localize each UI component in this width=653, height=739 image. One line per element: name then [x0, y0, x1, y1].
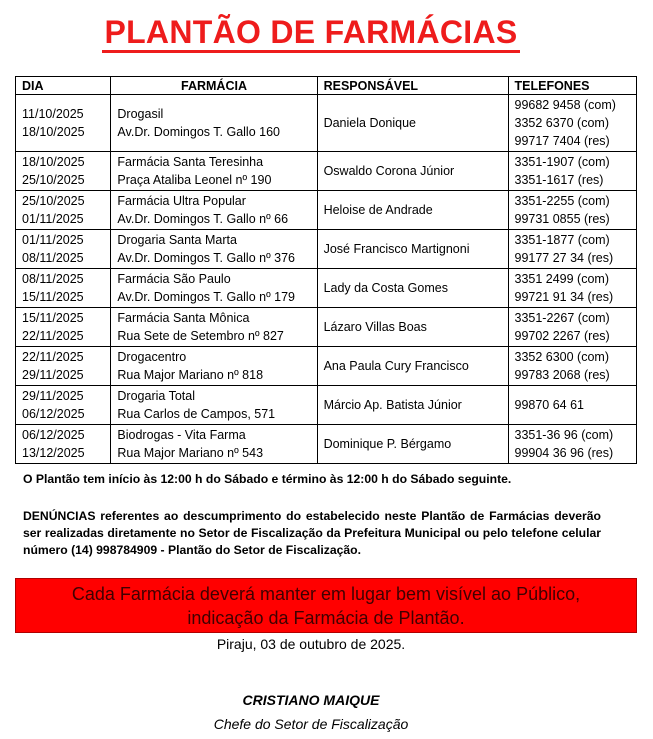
responsible-cell: Daniela Donique	[317, 95, 508, 152]
responsible-cell: José Francisco Martignoni	[317, 230, 508, 269]
column-header-dia: DIA	[16, 77, 111, 95]
date-cell-line: 25/10/2025	[22, 173, 85, 187]
responsible-cell: Heloise de Andrade	[317, 191, 508, 230]
phone-cell-line: 99783 2068 (res)	[514, 368, 610, 382]
phone-cell-line: 3351-1907 (com)	[514, 155, 610, 169]
place-date: Piraju, 03 de outubro de 2025.	[216, 636, 406, 652]
pharmacy-cell-line: Av.Dr. Domingos T. Gallo nº 376	[117, 251, 295, 265]
page-title: PLANTÃO DE FARMÁCIAS	[0, 14, 622, 53]
date-cell	[16, 308, 111, 347]
date-cell-line: 29/11/2025	[22, 368, 84, 382]
pharmacy-cell	[111, 347, 317, 386]
pharmacy-cell-line: Farmácia Ultra Popular	[117, 194, 246, 208]
phone-cell	[508, 386, 637, 425]
pharmacy-cell-line: Farmácia Santa Mônica	[117, 311, 250, 325]
phone-cell-line: 3351 2499 (com)	[514, 272, 610, 286]
phone-cell	[508, 152, 637, 191]
date-cell-line: 18/10/2025	[22, 125, 85, 139]
table-row	[16, 386, 637, 425]
table-header-row	[16, 77, 637, 95]
pharmacy-cell-line: Biodrogas - Vita Farma	[117, 428, 246, 442]
table-row	[16, 425, 637, 464]
pharmacy-cell-line: Drogaria Total	[117, 389, 195, 403]
phone-cell-line: 99904 36 96 (res)	[514, 446, 614, 460]
phone-cell-line: 3351-1617 (res)	[514, 173, 604, 187]
date-cell	[16, 152, 111, 191]
phone-cell-line: 99731 0855 (res)	[514, 212, 610, 226]
column-header-responsavel: RESPONSÁVEL	[317, 77, 508, 95]
date-cell	[16, 347, 111, 386]
phone-cell-line: 3351-1877 (com)	[514, 233, 610, 247]
date-cell-line: 06/12/2025	[22, 407, 85, 421]
signature-name: CRISTIANO MAIQUE	[242, 692, 380, 708]
date-cell-line: 06/12/2025	[22, 428, 85, 442]
phone-cell-line: 99870 64 61	[514, 398, 585, 412]
phone-cell	[508, 269, 637, 308]
date-cell	[16, 191, 111, 230]
phone-cell	[508, 425, 637, 464]
responsible-cell: Dominique P. Bérgamo	[317, 425, 508, 464]
responsible-cell: Ana Paula Cury Francisco	[317, 347, 508, 386]
column-header-telefones: TELEFONES	[508, 77, 637, 95]
phone-cell-line: 99702 2267 (res)	[514, 329, 610, 343]
date-cell-line: 01/11/2025	[22, 212, 84, 226]
banner-line: Cada Farmácia deverá manter em lugar bem visível ao Público,	[71, 584, 581, 604]
date-cell-line: 11/10/2025	[22, 107, 84, 121]
table-row	[16, 269, 637, 308]
responsible-cell: Lady da Costa Gomes	[317, 269, 508, 308]
pharmacy-cell	[111, 152, 317, 191]
pharmacy-cell	[111, 425, 317, 464]
pharmacy-cell-line: Farmácia Santa Teresinha	[117, 155, 264, 169]
denuncias-notice: DENÚNCIAS referentes ao descumprimento do estabelecido neste Plantão de Farmácias deverão ser realizadas diretamente no Setor de Fiscalização da Prefeitura Municipal ou pelo telefone celular número (14) 998784909 - Plantão do Setor de Fiscalização.	[23, 509, 601, 557]
phone-cell-line: 3351-36 96 (com)	[514, 428, 614, 442]
phone-cell	[508, 347, 637, 386]
date-cell-line: 08/11/2025	[22, 251, 84, 265]
phone-cell-line: 3352 6370 (com)	[514, 116, 610, 130]
table-row	[16, 230, 637, 269]
date-cell-line: 22/11/2025	[22, 350, 84, 364]
pharmacy-cell-line: Av.Dr. Domingos T. Gallo nº 66	[117, 212, 289, 226]
pharmacy-cell	[111, 269, 317, 308]
phone-cell-line: 99721 91 34 (res)	[514, 290, 614, 304]
phone-cell	[508, 230, 637, 269]
pharmacy-cell-line: Drogasil	[117, 107, 164, 121]
pharmacy-cell-line: Rua Sete de Setembro nº 827	[117, 329, 284, 343]
signature-role: Chefe do Setor de Fiscalização	[213, 716, 409, 732]
pharmacy-cell	[111, 230, 317, 269]
pharmacy-cell	[111, 95, 317, 152]
phone-cell	[508, 308, 637, 347]
responsible-cell: Oswaldo Corona Júnior	[317, 152, 508, 191]
phone-cell-line: 99682 9458 (com)	[514, 98, 616, 112]
pharmacy-cell-line: Rua Major Mariano nº 543	[117, 446, 264, 460]
responsible-cell: Márcio Ap. Batista Júnior	[317, 386, 508, 425]
date-cell-line: 13/12/2025	[22, 446, 85, 460]
column-header-farmacia: FARMÁCIA	[111, 77, 317, 95]
pharmacy-schedule-table	[15, 76, 637, 464]
phone-cell-line: 99717 7404 (res)	[514, 134, 610, 148]
date-cell-line: 25/10/2025	[22, 194, 85, 208]
date-cell	[16, 386, 111, 425]
pharmacy-cell	[111, 386, 317, 425]
pharmacy-cell-line: Drogaria Santa Marta	[117, 233, 237, 247]
pharmacy-cell-line: Rua Major Mariano nº 818	[117, 368, 264, 382]
responsible-cell: Lázaro Villas Boas	[317, 308, 508, 347]
table-body	[16, 95, 637, 464]
pharmacy-cell	[111, 308, 317, 347]
pharmacy-cell-line: Av.Dr. Domingos T. Gallo 160	[117, 125, 280, 139]
banner-line: indicação da Farmácia de Plantão.	[187, 608, 465, 628]
date-cell-line: 15/11/2025	[22, 311, 84, 325]
phone-cell-line: 99177 27 34 (res)	[514, 251, 614, 265]
phone-cell-line: 3351-2267 (com)	[514, 311, 610, 325]
date-cell	[16, 95, 111, 152]
pharmacy-cell	[111, 191, 317, 230]
date-cell-line: 08/11/2025	[22, 272, 84, 286]
table-row	[16, 347, 637, 386]
phone-cell	[508, 95, 637, 152]
pharmacy-cell-line: Farmácia São Paulo	[117, 272, 231, 286]
date-cell	[16, 269, 111, 308]
pharmacy-cell-line: Av.Dr. Domingos T. Gallo nº 179	[117, 290, 295, 304]
date-cell-line: 18/10/2025	[22, 155, 85, 169]
date-cell	[16, 425, 111, 464]
table-row	[16, 191, 637, 230]
phone-cell	[508, 191, 637, 230]
date-cell	[16, 230, 111, 269]
date-cell-line: 22/11/2025	[22, 329, 84, 343]
table-row	[16, 152, 637, 191]
date-cell-line: 01/11/2025	[22, 233, 84, 247]
date-cell-line: 29/11/2025	[22, 389, 84, 403]
table-row	[16, 95, 637, 152]
phone-cell-line: 3351-2255 (com)	[514, 194, 610, 208]
date-cell-line: 15/11/2025	[22, 290, 84, 304]
visibility-banner	[15, 578, 637, 633]
table-row	[16, 308, 637, 347]
schedule-notice: O Plantão tem início às 12:00 h do Sábado e término às 12:00 h do Sábado seguinte.	[23, 472, 512, 486]
pharmacy-cell-line: Drogacentro	[117, 350, 187, 364]
phone-cell-line: 3352 6300 (com)	[514, 350, 610, 364]
pharmacy-cell-line: Rua Carlos de Campos, 571	[117, 407, 276, 421]
pharmacy-cell-line: Praça Ataliba Leonel nº 190	[117, 173, 272, 187]
